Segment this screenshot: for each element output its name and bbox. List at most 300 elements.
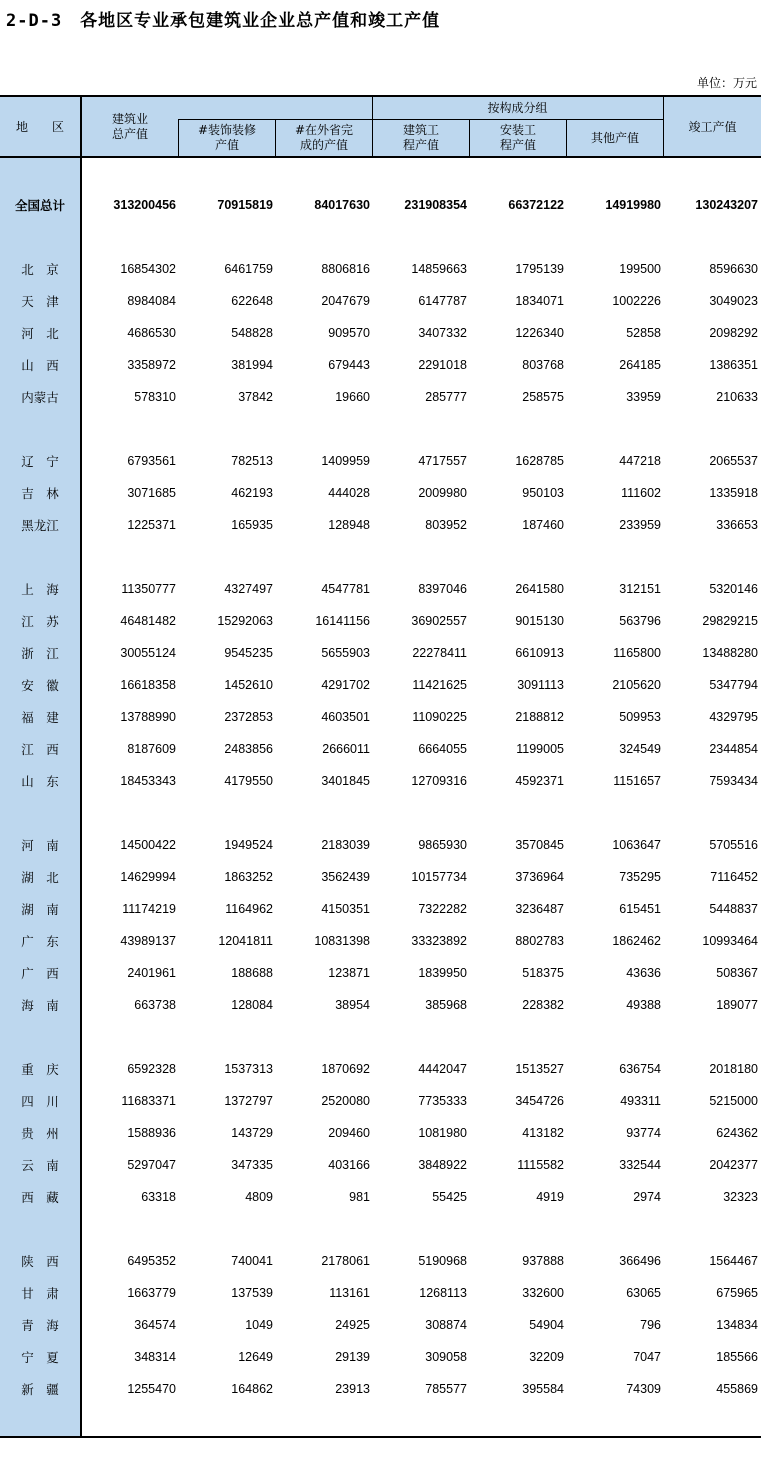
total-row bbox=[0, 195, 761, 215]
header-composition-group: 按构成分组 bbox=[487, 100, 548, 115]
region-name: 广 东 bbox=[21, 934, 59, 949]
table-row bbox=[0, 1347, 761, 1367]
value-cell: 1335918 bbox=[709, 486, 758, 500]
value-cell: 3562439 bbox=[321, 870, 370, 884]
value-cell: 735295 bbox=[619, 870, 661, 884]
value-cell: 782513 bbox=[231, 454, 273, 468]
table-row bbox=[0, 899, 761, 919]
value-cell: 6495352 bbox=[127, 1254, 176, 1268]
value-cell: 209460 bbox=[328, 1126, 370, 1140]
value-cell: 508367 bbox=[716, 966, 758, 980]
region-name: 陕 西 bbox=[21, 1254, 59, 1269]
value-cell: 3407332 bbox=[418, 326, 467, 340]
value-cell: 5655903 bbox=[321, 646, 370, 660]
region-name: 辽 宁 bbox=[21, 454, 59, 469]
header-decoration: #装饰装修 产值 bbox=[197, 123, 257, 152]
value-cell: 4291702 bbox=[321, 678, 370, 692]
value-cell: 1002226 bbox=[612, 294, 661, 308]
value-cell: 185566 bbox=[716, 1350, 758, 1364]
table-row bbox=[0, 995, 761, 1015]
value-cell: 3454726 bbox=[515, 1094, 564, 1108]
value-cell: 2641580 bbox=[515, 582, 564, 596]
value-cell: 312151 bbox=[619, 582, 661, 596]
value-cell: 796 bbox=[640, 1318, 661, 1332]
value-cell: 2372853 bbox=[224, 710, 273, 724]
value-cell: 336653 bbox=[716, 518, 758, 532]
value-cell: 33959 bbox=[626, 390, 661, 404]
value-cell: 7116452 bbox=[710, 870, 758, 884]
value-cell: 493311 bbox=[620, 1094, 661, 1108]
value-cell: 4547781 bbox=[321, 582, 370, 596]
value-cell: 70915819 bbox=[217, 198, 273, 212]
value-cell: 123871 bbox=[328, 966, 370, 980]
table-row bbox=[0, 355, 761, 375]
region-name: 河 北 bbox=[21, 326, 59, 341]
value-cell: 3071685 bbox=[127, 486, 176, 500]
value-cell: 364574 bbox=[134, 1318, 176, 1332]
value-cell: 1537313 bbox=[224, 1062, 273, 1076]
value-cell: 4150351 bbox=[321, 902, 370, 916]
value-cell: 18453343 bbox=[120, 774, 176, 788]
value-cell: 1870692 bbox=[321, 1062, 370, 1076]
value-cell: 1372797 bbox=[224, 1094, 273, 1108]
value-cell: 7322282 bbox=[418, 902, 467, 916]
header-completed: 竣工产值 bbox=[688, 119, 737, 134]
value-cell: 12041811 bbox=[218, 934, 273, 948]
value-cell: 447218 bbox=[619, 454, 661, 468]
value-cell: 32209 bbox=[529, 1350, 564, 1364]
value-cell: 43636 bbox=[626, 966, 661, 980]
value-cell: 2047679 bbox=[321, 294, 370, 308]
region-name: 天 津 bbox=[21, 294, 59, 309]
value-cell: 2520080 bbox=[321, 1094, 370, 1108]
value-cell: 285777 bbox=[425, 390, 467, 404]
value-cell: 518375 bbox=[522, 966, 564, 980]
value-cell: 1049 bbox=[245, 1318, 273, 1332]
table-row bbox=[0, 867, 761, 887]
region-name: 福 建 bbox=[21, 710, 59, 725]
value-cell: 624362 bbox=[716, 1126, 758, 1140]
table-row bbox=[0, 451, 761, 471]
table-row bbox=[0, 1059, 761, 1079]
value-cell: 395584 bbox=[522, 1382, 564, 1396]
value-cell: 2666011 bbox=[322, 742, 370, 756]
header-out-of-province: #在外省完 成的产值 bbox=[294, 123, 354, 152]
table-row bbox=[0, 1283, 761, 1303]
value-cell: 13788990 bbox=[120, 710, 176, 724]
region-name: 内蒙古 bbox=[21, 390, 59, 405]
value-cell: 37842 bbox=[238, 390, 273, 404]
value-cell: 128948 bbox=[328, 518, 370, 532]
value-cell: 3848922 bbox=[418, 1158, 467, 1172]
value-cell: 23913 bbox=[335, 1382, 370, 1396]
value-cell: 7593434 bbox=[709, 774, 758, 788]
value-cell: 4442047 bbox=[418, 1062, 467, 1076]
value-cell: 455869 bbox=[716, 1382, 758, 1396]
value-cell: 10831398 bbox=[314, 934, 370, 948]
value-cell: 5347794 bbox=[709, 678, 758, 692]
value-cell: 5320146 bbox=[709, 582, 758, 596]
value-cell: 740041 bbox=[231, 1254, 273, 1268]
value-cell: 32323 bbox=[723, 1190, 758, 1204]
region-name: 浙 江 bbox=[21, 646, 59, 661]
value-cell: 1063647 bbox=[612, 838, 661, 852]
value-cell: 1255470 bbox=[127, 1382, 176, 1396]
value-cell: 1452610 bbox=[224, 678, 273, 692]
value-cell: 2974 bbox=[633, 1190, 661, 1204]
region-name: 湖 北 bbox=[21, 870, 59, 885]
value-cell: 233959 bbox=[619, 518, 661, 532]
region-name: 重 庆 bbox=[21, 1062, 59, 1077]
value-cell: 9545235 bbox=[224, 646, 273, 660]
value-cell: 509953 bbox=[619, 710, 661, 724]
value-cell: 4327497 bbox=[224, 582, 273, 596]
value-cell: 1164962 bbox=[225, 902, 273, 916]
value-cell: 1081980 bbox=[418, 1126, 467, 1140]
region-name: 江 西 bbox=[21, 742, 59, 757]
value-cell: 19660 bbox=[335, 390, 370, 404]
value-cell: 1268113 bbox=[419, 1286, 467, 1300]
value-cell: 9865930 bbox=[418, 838, 467, 852]
value-cell: 1839950 bbox=[418, 966, 467, 980]
value-cell: 1795139 bbox=[515, 262, 564, 276]
value-cell: 332600 bbox=[522, 1286, 564, 1300]
region-name: 吉 林 bbox=[21, 486, 59, 501]
value-cell: 43989137 bbox=[120, 934, 176, 948]
value-cell: 309058 bbox=[425, 1350, 467, 1364]
table-row bbox=[0, 1091, 761, 1111]
value-cell: 548828 bbox=[231, 326, 273, 340]
table-row bbox=[0, 1155, 761, 1175]
value-cell: 14859663 bbox=[411, 262, 467, 276]
value-cell: 1588936 bbox=[127, 1126, 176, 1140]
value-cell: 22278411 bbox=[412, 646, 467, 660]
table-row bbox=[0, 1251, 761, 1271]
value-cell: 4919 bbox=[536, 1190, 564, 1204]
value-cell: 615451 bbox=[619, 902, 661, 916]
region-name: 广 西 bbox=[21, 966, 59, 981]
table-row bbox=[0, 1315, 761, 1335]
value-cell: 84017630 bbox=[314, 198, 370, 212]
value-cell: 381994 bbox=[231, 358, 273, 372]
region-name: 上 海 bbox=[21, 582, 59, 597]
value-cell: 2042377 bbox=[709, 1158, 758, 1172]
value-cell: 3049023 bbox=[709, 294, 758, 308]
value-cell: 785577 bbox=[425, 1382, 467, 1396]
value-cell: 3236487 bbox=[515, 902, 564, 916]
table-row bbox=[0, 963, 761, 983]
value-cell: 8596630 bbox=[709, 262, 758, 276]
value-cell: 6610913 bbox=[515, 646, 564, 660]
value-cell: 324549 bbox=[619, 742, 661, 756]
value-cell: 3736964 bbox=[515, 870, 564, 884]
value-cell: 1862462 bbox=[612, 934, 661, 948]
value-cell: 563796 bbox=[619, 614, 661, 628]
value-cell: 2291018 bbox=[418, 358, 467, 372]
value-cell: 113161 bbox=[329, 1286, 370, 1300]
region-name: 宁 夏 bbox=[21, 1350, 59, 1365]
value-cell: 46481482 bbox=[120, 614, 176, 628]
value-cell: 258575 bbox=[522, 390, 564, 404]
table-row bbox=[0, 1123, 761, 1143]
value-cell: 4809 bbox=[245, 1190, 273, 1204]
value-cell: 49388 bbox=[626, 998, 661, 1012]
value-cell: 2178061 bbox=[321, 1254, 370, 1268]
region-name: 山 西 bbox=[21, 358, 59, 373]
table-row bbox=[0, 931, 761, 951]
value-cell: 2183039 bbox=[321, 838, 370, 852]
value-cell: 11350777 bbox=[121, 582, 176, 596]
value-cell: 1226340 bbox=[515, 326, 564, 340]
value-cell: 4592371 bbox=[515, 774, 564, 788]
header-installation: 安装工 程产值 bbox=[499, 123, 536, 152]
region-name: 贵 州 bbox=[21, 1126, 59, 1141]
value-cell: 11090225 bbox=[412, 710, 467, 724]
table-row bbox=[0, 579, 761, 599]
value-cell: 366496 bbox=[619, 1254, 661, 1268]
value-cell: 63318 bbox=[141, 1190, 176, 1204]
value-cell: 937888 bbox=[522, 1254, 564, 1268]
value-cell: 228382 bbox=[522, 998, 564, 1012]
header-region: 地 区 bbox=[15, 119, 64, 134]
value-cell: 14919980 bbox=[605, 198, 661, 212]
value-cell: 1199005 bbox=[516, 742, 564, 756]
value-cell: 8397046 bbox=[418, 582, 467, 596]
value-cell: 1115582 bbox=[517, 1158, 564, 1172]
value-cell: 38954 bbox=[335, 998, 370, 1012]
value-cell: 29139 bbox=[335, 1350, 370, 1364]
value-cell: 1409959 bbox=[321, 454, 370, 468]
value-cell: 5448837 bbox=[709, 902, 758, 916]
value-cell: 6793561 bbox=[127, 454, 176, 468]
table-row bbox=[0, 483, 761, 503]
region-name: 安 徽 bbox=[21, 678, 59, 693]
value-cell: 1663779 bbox=[127, 1286, 176, 1300]
value-cell: 3401845 bbox=[321, 774, 370, 788]
value-cell: 143729 bbox=[231, 1126, 273, 1140]
value-cell: 413182 bbox=[522, 1126, 564, 1140]
value-cell: 7735333 bbox=[418, 1094, 467, 1108]
value-cell: 3358972 bbox=[127, 358, 176, 372]
value-cell: 130243207 bbox=[695, 198, 758, 212]
region-name: 新 疆 bbox=[21, 1382, 59, 1397]
value-cell: 444028 bbox=[328, 486, 370, 500]
value-cell: 137539 bbox=[231, 1286, 273, 1300]
table-row bbox=[0, 515, 761, 535]
value-cell: 1513527 bbox=[515, 1062, 564, 1076]
value-cell: 6147787 bbox=[418, 294, 467, 308]
value-cell: 1564467 bbox=[709, 1254, 758, 1268]
value-cell: 164862 bbox=[231, 1382, 273, 1396]
table-row bbox=[0, 291, 761, 311]
value-cell: 2344854 bbox=[709, 742, 758, 756]
value-cell: 2105620 bbox=[612, 678, 661, 692]
value-cell: 2483856 bbox=[224, 742, 273, 756]
table-row bbox=[0, 611, 761, 631]
table-row bbox=[0, 387, 761, 407]
bottom-rule bbox=[0, 1436, 761, 1438]
value-cell: 981 bbox=[349, 1190, 370, 1204]
value-cell: 4179550 bbox=[224, 774, 273, 788]
value-cell: 16141156 bbox=[315, 614, 370, 628]
value-cell: 6664055 bbox=[418, 742, 467, 756]
value-cell: 231908354 bbox=[404, 198, 467, 212]
region-name: 青 海 bbox=[21, 1318, 59, 1333]
region-name: 四 川 bbox=[21, 1094, 59, 1109]
value-cell: 8984084 bbox=[127, 294, 176, 308]
value-cell: 128084 bbox=[231, 998, 273, 1012]
value-cell: 1628785 bbox=[515, 454, 564, 468]
value-cell: 5297047 bbox=[127, 1158, 176, 1172]
value-cell: 2018180 bbox=[709, 1062, 758, 1076]
value-cell: 16854302 bbox=[120, 262, 176, 276]
region-name: 西 藏 bbox=[21, 1190, 59, 1205]
value-cell: 11683371 bbox=[121, 1094, 176, 1108]
value-cell: 2401961 bbox=[127, 966, 176, 980]
value-cell: 622648 bbox=[231, 294, 273, 308]
table-row bbox=[0, 707, 761, 727]
value-cell: 663738 bbox=[134, 998, 176, 1012]
value-cell: 11421625 bbox=[412, 678, 467, 692]
value-cell: 909570 bbox=[328, 326, 370, 340]
value-cell: 4717557 bbox=[418, 454, 467, 468]
value-cell: 8802783 bbox=[515, 934, 564, 948]
value-cell: 348314 bbox=[134, 1350, 176, 1364]
value-cell: 385968 bbox=[425, 998, 467, 1012]
value-cell: 5215000 bbox=[709, 1094, 758, 1108]
value-cell: 264185 bbox=[619, 358, 661, 372]
region-name: 海 南 bbox=[21, 998, 59, 1013]
value-cell: 134834 bbox=[716, 1318, 758, 1332]
value-cell: 30055124 bbox=[120, 646, 176, 660]
value-cell: 313200456 bbox=[113, 198, 176, 212]
value-cell: 12649 bbox=[238, 1350, 273, 1364]
value-cell: 636754 bbox=[619, 1062, 661, 1076]
value-cell: 8806816 bbox=[321, 262, 370, 276]
value-cell: 1225371 bbox=[127, 518, 176, 532]
header-construction: 建筑工 程产值 bbox=[402, 123, 439, 152]
region-name: 甘 肃 bbox=[21, 1286, 59, 1301]
region-name: 河 南 bbox=[21, 838, 59, 853]
region-name: 北 京 bbox=[21, 262, 59, 277]
value-cell: 9015130 bbox=[515, 614, 564, 628]
value-cell: 403166 bbox=[328, 1158, 370, 1172]
value-cell: 4603501 bbox=[321, 710, 370, 724]
table-row bbox=[0, 1379, 761, 1399]
value-cell: 52858 bbox=[626, 326, 661, 340]
value-cell: 578310 bbox=[134, 390, 176, 404]
value-cell: 11174219 bbox=[122, 902, 176, 916]
value-cell: 66372122 bbox=[508, 198, 564, 212]
value-cell: 3091113 bbox=[517, 678, 564, 692]
value-cell: 3570845 bbox=[515, 838, 564, 852]
value-cell: 950103 bbox=[522, 486, 564, 500]
value-cell: 63065 bbox=[626, 1286, 661, 1300]
region-name: 江 苏 bbox=[21, 614, 59, 629]
value-cell: 8187609 bbox=[127, 742, 176, 756]
value-cell: 187460 bbox=[522, 518, 564, 532]
region-name: 湖 南 bbox=[21, 902, 59, 917]
value-cell: 16618358 bbox=[120, 678, 176, 692]
value-cell: 10157734 bbox=[411, 870, 467, 884]
region-name: 山 东 bbox=[21, 774, 59, 789]
value-cell: 199500 bbox=[619, 262, 661, 276]
value-cell: 93774 bbox=[626, 1126, 661, 1140]
value-cell: 12709316 bbox=[411, 774, 467, 788]
value-cell: 675965 bbox=[716, 1286, 758, 1300]
table-row bbox=[0, 739, 761, 759]
table-row bbox=[0, 675, 761, 695]
value-cell: 189077 bbox=[716, 998, 758, 1012]
value-cell: 2065537 bbox=[709, 454, 758, 468]
table-row bbox=[0, 259, 761, 279]
header-total-output: 建筑业 总产值 bbox=[111, 112, 148, 141]
value-cell: 803952 bbox=[425, 518, 467, 532]
table-row bbox=[0, 771, 761, 791]
header-other: 其他产值 bbox=[590, 130, 639, 145]
value-cell: 165935 bbox=[231, 518, 273, 532]
value-cell: 347335 bbox=[231, 1158, 273, 1172]
value-cell: 2188812 bbox=[515, 710, 564, 724]
value-cell: 1386351 bbox=[709, 358, 758, 372]
value-cell: 54904 bbox=[529, 1318, 564, 1332]
value-cell: 4329795 bbox=[709, 710, 758, 724]
value-cell: 188688 bbox=[231, 966, 273, 980]
value-cell: 462193 bbox=[231, 486, 273, 500]
value-cell: 7047 bbox=[633, 1350, 661, 1364]
value-cell: 679443 bbox=[328, 358, 370, 372]
value-cell: 5190968 bbox=[418, 1254, 467, 1268]
value-cell: 4686530 bbox=[127, 326, 176, 340]
value-cell: 1863252 bbox=[224, 870, 273, 884]
value-cell: 1165800 bbox=[613, 646, 661, 660]
value-cell: 1834071 bbox=[515, 294, 564, 308]
value-cell: 2009980 bbox=[418, 486, 467, 500]
value-cell: 111602 bbox=[621, 486, 661, 500]
value-cell: 2098292 bbox=[709, 326, 758, 340]
data-table bbox=[0, 95, 761, 1438]
value-cell: 36902557 bbox=[411, 614, 467, 628]
value-cell: 74309 bbox=[626, 1382, 661, 1396]
region-name: 黑龙江 bbox=[21, 518, 59, 533]
value-cell: 332544 bbox=[619, 1158, 661, 1172]
page-title: 2-D-3 各地区专业承包建筑业企业总产值和竣工产值 bbox=[6, 11, 441, 31]
region-name: 全国总计 bbox=[14, 198, 65, 213]
value-cell: 13488280 bbox=[702, 646, 758, 660]
table-row bbox=[0, 643, 761, 663]
value-cell: 33323892 bbox=[411, 934, 467, 948]
region-column-bg bbox=[0, 157, 80, 1438]
value-cell: 5705516 bbox=[709, 838, 758, 852]
value-cell: 1151657 bbox=[613, 774, 661, 788]
value-cell: 10993464 bbox=[702, 934, 758, 948]
value-cell: 803768 bbox=[522, 358, 564, 372]
table-row bbox=[0, 1187, 761, 1207]
value-cell: 308874 bbox=[425, 1318, 467, 1332]
value-cell: 55425 bbox=[432, 1190, 467, 1204]
value-cell: 14500422 bbox=[120, 838, 176, 852]
value-cell: 15292063 bbox=[217, 614, 273, 628]
value-cell: 6461759 bbox=[224, 262, 273, 276]
value-cell: 29829215 bbox=[702, 614, 758, 628]
value-cell: 14629994 bbox=[120, 870, 176, 884]
value-cell: 1949524 bbox=[224, 838, 273, 852]
value-cell: 6592328 bbox=[127, 1062, 176, 1076]
value-cell: 24925 bbox=[335, 1318, 370, 1332]
table-row bbox=[0, 323, 761, 343]
region-name: 云 南 bbox=[21, 1158, 59, 1173]
value-cell: 210633 bbox=[716, 390, 758, 404]
